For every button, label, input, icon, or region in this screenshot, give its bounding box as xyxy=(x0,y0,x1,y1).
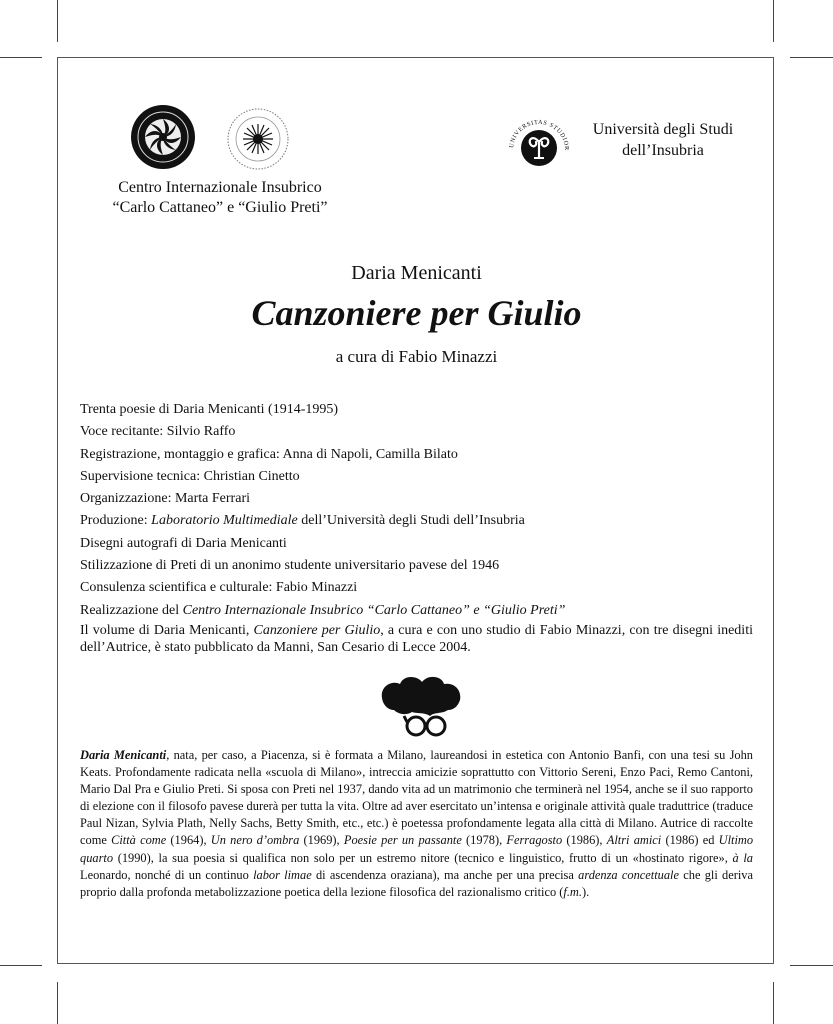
credit-item: Trenta poesie di Daria Menicanti (1914-1995) xyxy=(80,402,339,417)
credit-item: Supervisione tecnica: Christian Cinetto xyxy=(80,468,300,484)
bio-name: Daria Menicanti xyxy=(80,748,167,762)
volume-note xyxy=(80,622,753,656)
bio-text: (1964), xyxy=(166,833,211,848)
credit-prefix: Realizzazione del xyxy=(80,602,183,618)
volume-text: , a cura e con uno studio di Fabio Minazzi, con tre disegni inediti dell’Autrice, è stato pubblicato da Manni, San Cesario di Lecce 2004. xyxy=(80,623,753,655)
center-name-line2: “Carlo Cattaneo” e “Giulio Preti” xyxy=(112,199,328,216)
bio-italic: ardenza concettuale xyxy=(578,867,679,882)
bio-work-title: Città come xyxy=(111,833,167,848)
university-seal-text: UNIVERSITAS STUDIOR xyxy=(508,118,571,152)
university-name-line2: dell’Insubria xyxy=(622,142,704,159)
bio-text: (1969), xyxy=(299,833,344,848)
credit-prefix: Produzione: xyxy=(80,513,152,529)
volume-title: Canzoniere per Giulio xyxy=(253,623,381,638)
bio-text: Leonardo, nonché di un continuo xyxy=(80,867,254,882)
crop-mark xyxy=(57,0,58,42)
bio-text: (1990), la sua poesia si qualifica non solo per un estremo nitore (tecnico e linguistico, frutto di un «hostinato rigore», xyxy=(113,850,733,865)
bio-initials: f.m. xyxy=(563,884,582,899)
crop-mark xyxy=(0,57,42,58)
credit-item xyxy=(80,510,753,532)
volume-text: Il volume di Daria Menicanti, xyxy=(80,623,254,638)
editor-line: a cura di Fabio Minazzi xyxy=(335,347,498,366)
bio-work-title: Ultimo quarto xyxy=(80,833,754,865)
university-seal-logo xyxy=(503,110,575,182)
bio-text: ). xyxy=(581,884,590,899)
credit-item: Organizzazione: Marta Ferrari xyxy=(80,491,250,507)
bio-italic: à la xyxy=(732,850,753,865)
crop-mark xyxy=(0,965,42,966)
glasses-portrait-drawing xyxy=(378,672,464,738)
author-name: Daria Menicanti xyxy=(351,262,482,284)
bio-text: , nata, per caso, a Piacenza, si è formata a Milano, laureandosi in estetica con Antonio Banfi, con una tesi su John Keats. Profondamente radicata nella «scuola di Milano», intreccia amicizie soprattutto con Vittorio Sereni, Enzo Paci, Remo Cantoni, Mario Dal Pra e Giulio Preti. Si sposa con Preti nel 1937, dando vita ad un matrimonio che terminerà nel 1954, anche se il suo rapporto di elezione con il filosofo pavese durerà per tutta la vita. Oltre ad aver esercitato un’intensa e originale attività quale traduttrice (traduce Paul Nizan, Sylvia Plath, Nelly Sachs, Betty Smith, etc., etc.) è poetessa profondamente legata alla città di Milano. Autrice di raccolte come xyxy=(80,748,753,848)
credit-item: Disegni autografi di Daria Menicanti xyxy=(80,535,287,551)
bio-work-title: Poesie per un passante xyxy=(343,833,462,848)
bio-text: che gli deriva proprio dalla profonda metabolizzazione poetica della lezione filosofica del razionalismo critico ( xyxy=(80,867,754,899)
sunburst-seal-logo xyxy=(226,107,290,171)
bio-text: (1986), xyxy=(562,833,607,848)
book-title: Canzoniere per Giulio xyxy=(251,293,582,333)
credit-item xyxy=(80,600,753,622)
crop-mark xyxy=(773,982,774,1024)
biography-paragraph xyxy=(80,747,753,901)
center-name xyxy=(75,178,365,218)
bio-work-title: Altri amici xyxy=(606,833,662,848)
center-emblem-logo xyxy=(131,105,195,169)
credit-suffix: dell’Università degli Studi dell’Insubria xyxy=(297,513,525,529)
bio-work-title: Un nero d’ombra xyxy=(210,833,300,848)
credit-item: Stilizzazione di Preti di un anonimo studente universitario pavese del 1946 xyxy=(80,558,500,574)
bio-work-title: Ferragosto xyxy=(506,833,563,848)
university-name xyxy=(583,119,743,161)
bio-text: (1978), xyxy=(461,833,507,848)
crop-mark xyxy=(773,0,774,42)
university-name-line1: Università degli Studi xyxy=(592,121,734,138)
credits-list xyxy=(80,399,753,622)
center-name-line1: Centro Internazionale Insubrico xyxy=(118,179,322,196)
bio-italic: labor limae xyxy=(253,867,312,882)
crop-mark xyxy=(57,982,58,1024)
crop-mark xyxy=(790,57,833,58)
credit-item: Consulenza scientifica e culturale: Fabio Minazzi xyxy=(80,580,358,596)
bio-text: (1986) ed xyxy=(661,833,719,848)
credit-italic: Laboratorio Multimediale xyxy=(151,513,298,529)
crop-mark xyxy=(790,965,833,966)
credit-item: Registrazione, montaggio e grafica: Anna di Napoli, Camilla Bilato xyxy=(80,446,458,462)
credit-item: Voce recitante: Silvio Raffo xyxy=(80,424,236,440)
credit-italic: Centro Internazionale Insubrico “Carlo Cattaneo” e “Giulio Preti” xyxy=(182,602,566,618)
bio-text: di ascendenza oraziana), ma anche per una precisa xyxy=(311,867,579,882)
